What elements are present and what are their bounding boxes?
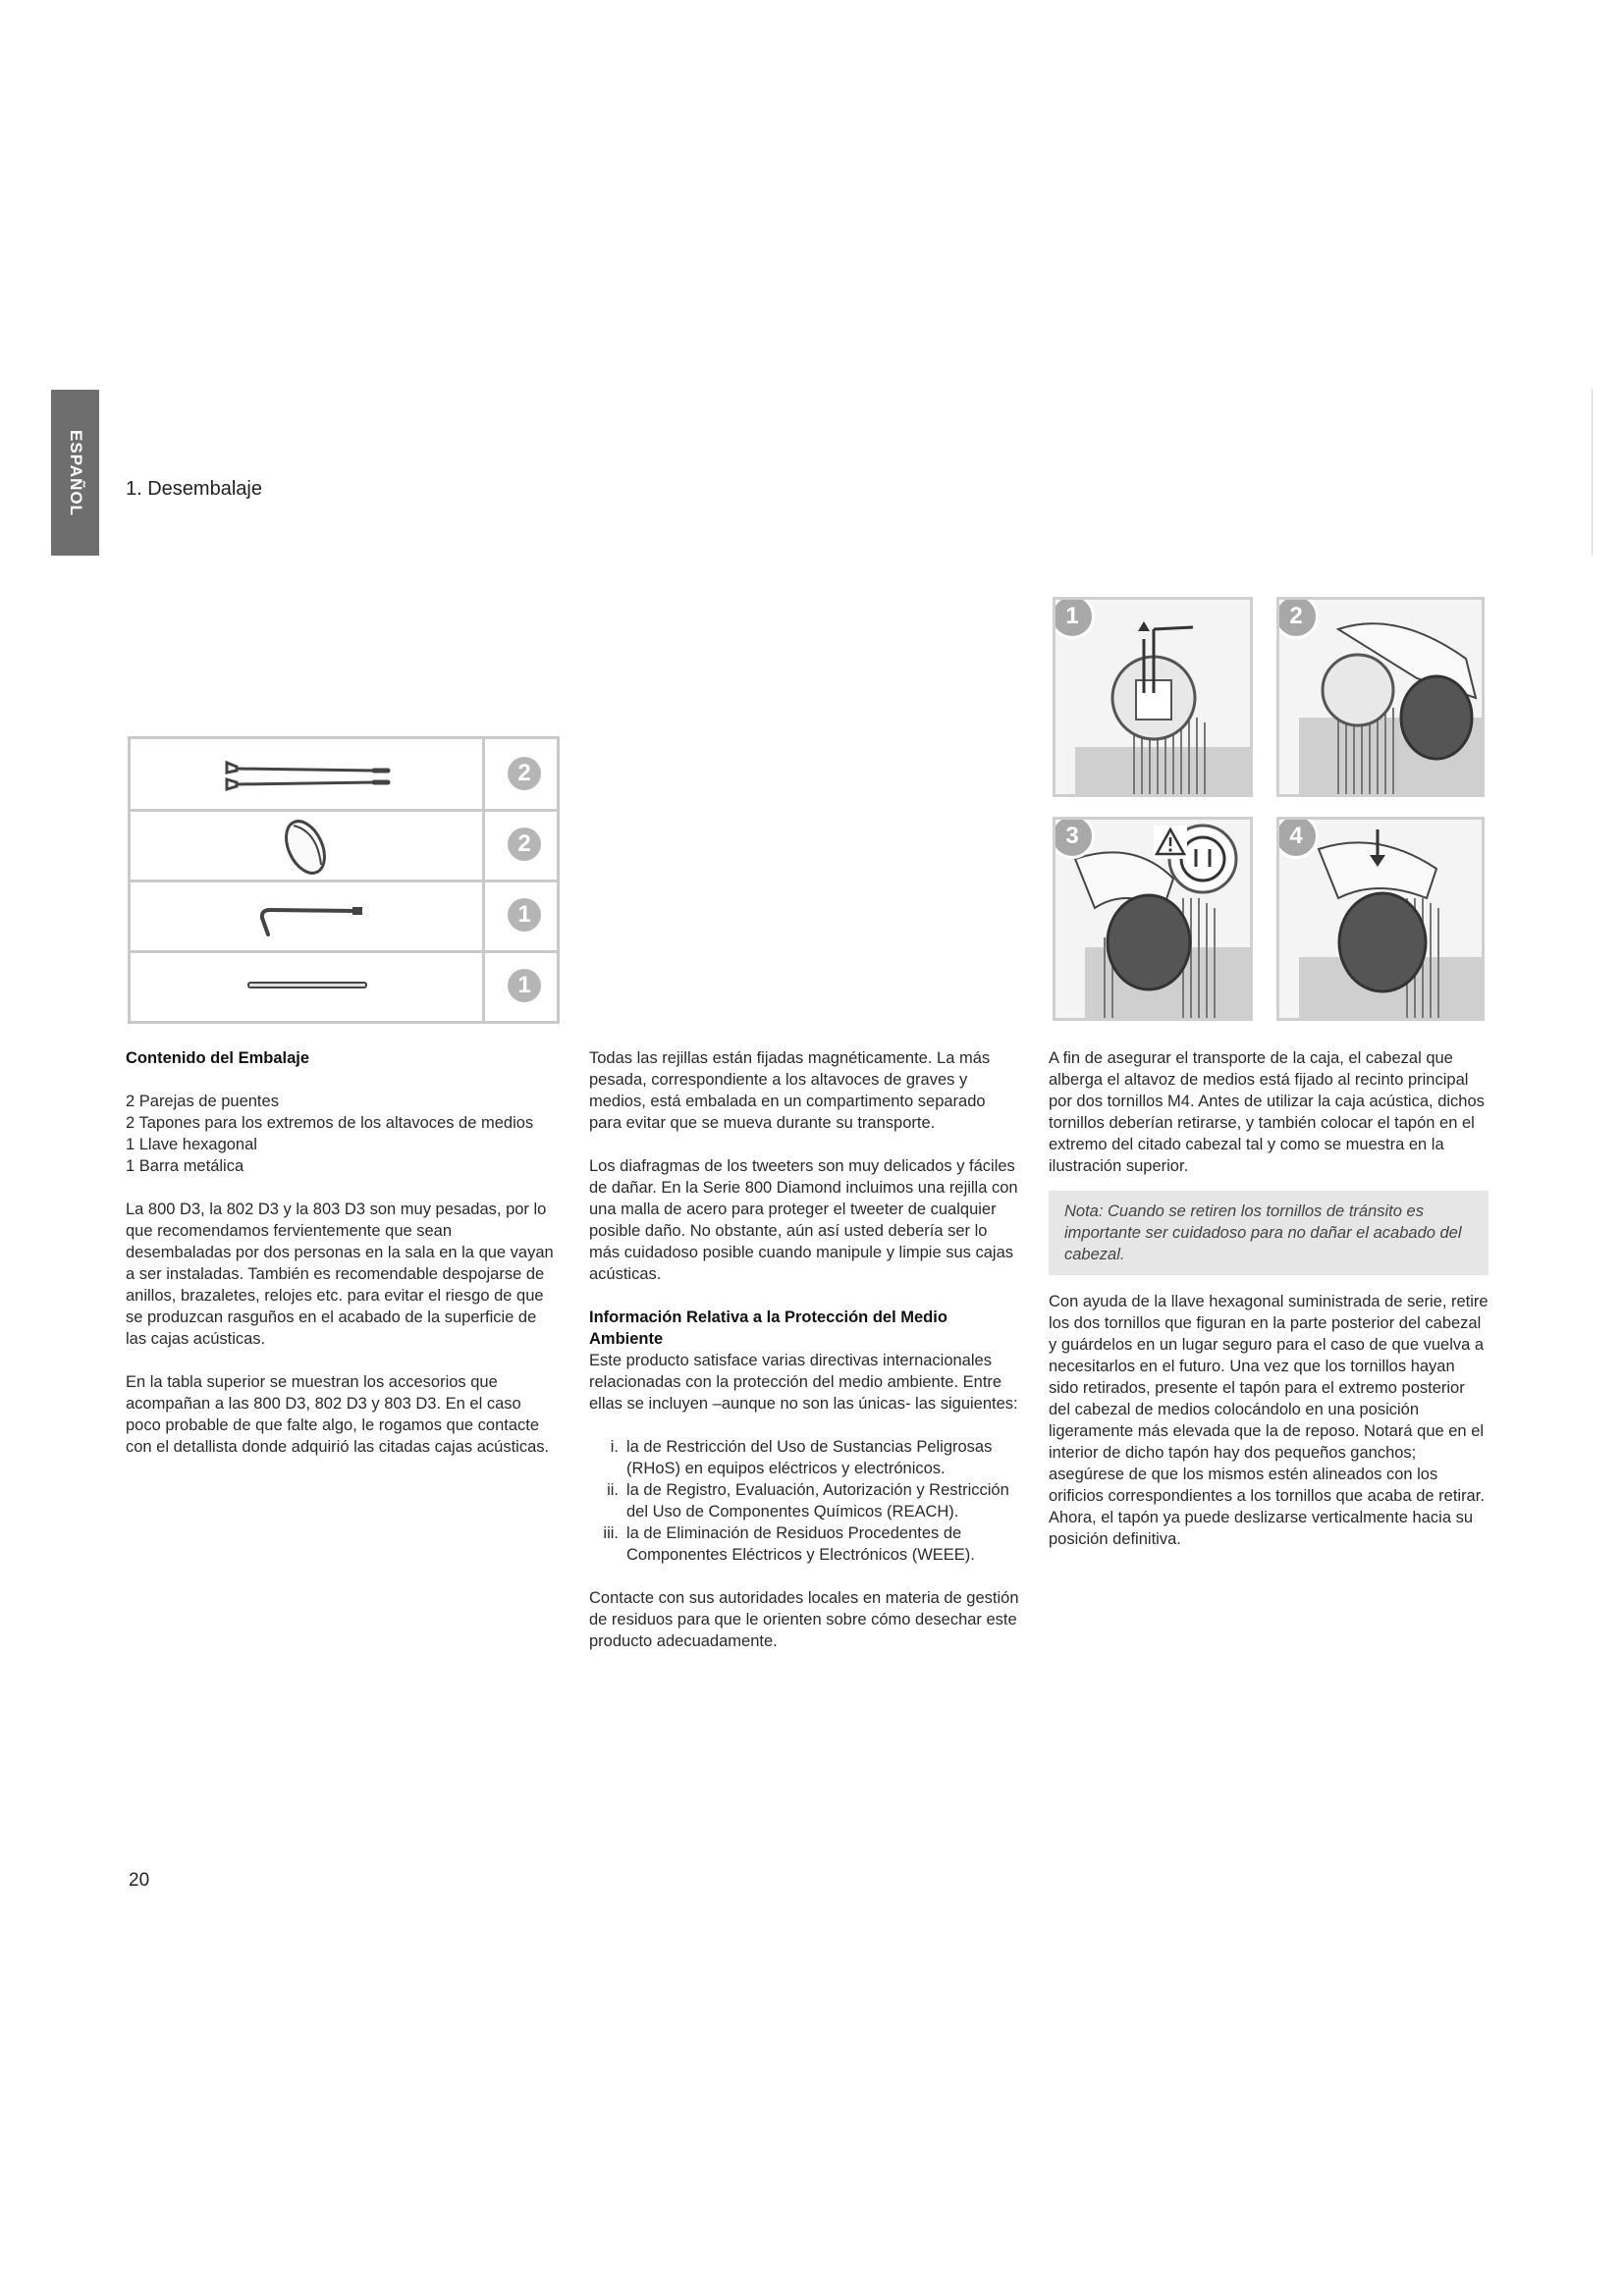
quantity-badge: 2 — [508, 828, 541, 861]
language-tab — [51, 390, 99, 556]
paragraph: En la tabla superior se muestran los accesorios que acompañan a las 800 D3, 802 D3 y 803 D3. En el caso poco probable de que falte algo, le rogamos que contacte con el detallista donde adquirió las citadas cajas acústicas. — [126, 1373, 550, 1456]
paragraph: A fin de asegurar el transporte de la caja, el cabezal que alberga el altavoz de medios está fijado al recinto principal por dos tornillos M4. Antes de utilizar la caja acústica, dichos tornillos deberían retirarse, y también colocar el tapón en el extremo del citado cabezal tal y como se muestra en la ilustración superior. — [1049, 1049, 1485, 1175]
section-title: 1. Desembalaje — [126, 478, 262, 500]
list-number: i. — [610, 1438, 619, 1456]
step-1-badge: 1 — [1053, 597, 1095, 639]
list-number: ii. — [607, 1481, 619, 1499]
table-row — [131, 881, 557, 953]
language-tab-label: ESPAÑOL — [66, 429, 85, 516]
table-divider — [482, 739, 485, 1021]
jumper-cable-pair-icon — [131, 739, 482, 809]
quantity-badge: 2 — [508, 757, 541, 790]
margin-rule — [1592, 390, 1593, 555]
list-item: 1 Llave hexagonal — [126, 1136, 257, 1153]
hex-key-icon — [131, 881, 482, 950]
list-item: 1 Barra metálica — [126, 1157, 244, 1175]
list-text: la de Eliminación de Residuos Procedentes de Componentes Eléctricos y Electrónicos (WEEE). — [626, 1524, 975, 1564]
list-item: 2 Parejas de puentes — [126, 1093, 279, 1110]
warning-triangle-icon — [1154, 826, 1187, 859]
directives-list — [589, 1436, 1021, 1566]
paragraph: Con ayuda de la llave hexagonal suministrada de serie, retire los dos tornillos que figuran en la parte posterior del cabezal y guárdelos en un lugar seguro para el caso de que vuelva a necesitarlos en el futuro. Una vez que los tornillos hayan sido retirados, presente el tapón para el extremo posterior del cabezal de medios colocándolo en una posición ligeramente más elevada que la de reposo. Notará que en el interior de dicho tapón hay dos pequeños ganchos; asegúrese de que los mismos estén alineados con los orificios correspondientes a los tornillos que acaba de retirar. Ahora, el tapón ya puede deslizarse verticalmente hacia su posición definitiva. — [1049, 1293, 1489, 1548]
quantity-badge: 1 — [508, 898, 541, 932]
note-box: Nota: Cuando se retiren los tornillos de tránsito es importante ser cuidadoso para no dañar el acabado del cabezal. — [1049, 1191, 1489, 1275]
step-3-badge: 3 — [1053, 817, 1095, 859]
metal-bar-icon — [131, 951, 482, 1021]
round-plug-icon — [131, 810, 482, 880]
table-row — [131, 739, 557, 812]
list-number: iii. — [603, 1524, 619, 1542]
paragraph: La 800 D3, la 802 D3 y la 803 D3 son muy pesadas, por lo que recomendamos fervientemente que sean desembaladas por dos personas en la sala en la que vayan a ser instaladas. También es recomendable despojarse de anillos, brazaletes, relojes etc. para evitar el riesgo de que se produzcan rasguños en el acabado de la superficie de las cajas acústicas. — [126, 1201, 554, 1348]
assembly-illustrations — [1043, 581, 1494, 1025]
list-item — [589, 1436, 1021, 1479]
list-item: 2 Tapones para los extremos de los altavoces de medios — [126, 1114, 534, 1132]
paragraph: Contacte con sus autoridades locales en materia de gestión de residuos para que le orienten sobre cómo desechar este producto adecuadamente. — [589, 1589, 1019, 1650]
illustration-step-1 — [1053, 597, 1253, 797]
illustration-step-2 — [1276, 597, 1485, 797]
column-3 — [1049, 1047, 1489, 1550]
list-item — [589, 1479, 1021, 1522]
illustration-step-3 — [1053, 817, 1253, 1021]
step-2-badge: 2 — [1276, 597, 1319, 639]
packing-contents-heading: Contenido del Embalaje — [126, 1049, 310, 1067]
step-4-badge: 4 — [1276, 817, 1319, 859]
paragraph: Este producto satisface varias directivas internacionales relacionadas con la protección del medio ambiente. Entre ellas se incluyen –aunque no son las únicas- las siguientes: — [589, 1352, 1018, 1413]
quantity-badge: 1 — [508, 969, 541, 1002]
environment-heading: Información Relativa a la Protección del Medio Ambiente — [589, 1308, 947, 1348]
column-2 — [589, 1047, 1021, 1652]
paragraph: Los diafragmas de los tweeters son muy delicados y fáciles de dañar. En la Serie 800 Diamond incluimos una rejilla con una malla de acero para proteger el tweeter de cualquier posible daño. No obstante, aún así usted debería ser lo más cuidadoso posible cuando manipule y limpie sus cajas acústicas. — [589, 1157, 1018, 1283]
column-1 — [126, 1047, 558, 1458]
page-number: 20 — [129, 1870, 150, 1891]
table-row — [131, 951, 557, 1021]
list-text: la de Registro, Evaluación, Autorización y Restricción del Uso de Componentes Químicos (REACH). — [626, 1481, 1009, 1521]
paragraph: Todas las rejillas están fijadas magnéticamente. La más pesada, correspondiente a los altavoces de graves y medios, está embalada en un compartimento separado para evitar que se mueva durante su transporte. — [589, 1049, 991, 1132]
table-row — [131, 810, 557, 882]
list-item — [589, 1522, 1021, 1566]
illustration-step-4 — [1276, 817, 1485, 1021]
accessories-table — [128, 736, 560, 1024]
list-text: la de Restricción del Uso de Sustancias Peligrosas (RHoS) en equipos eléctricos y electrónicos. — [626, 1438, 993, 1477]
